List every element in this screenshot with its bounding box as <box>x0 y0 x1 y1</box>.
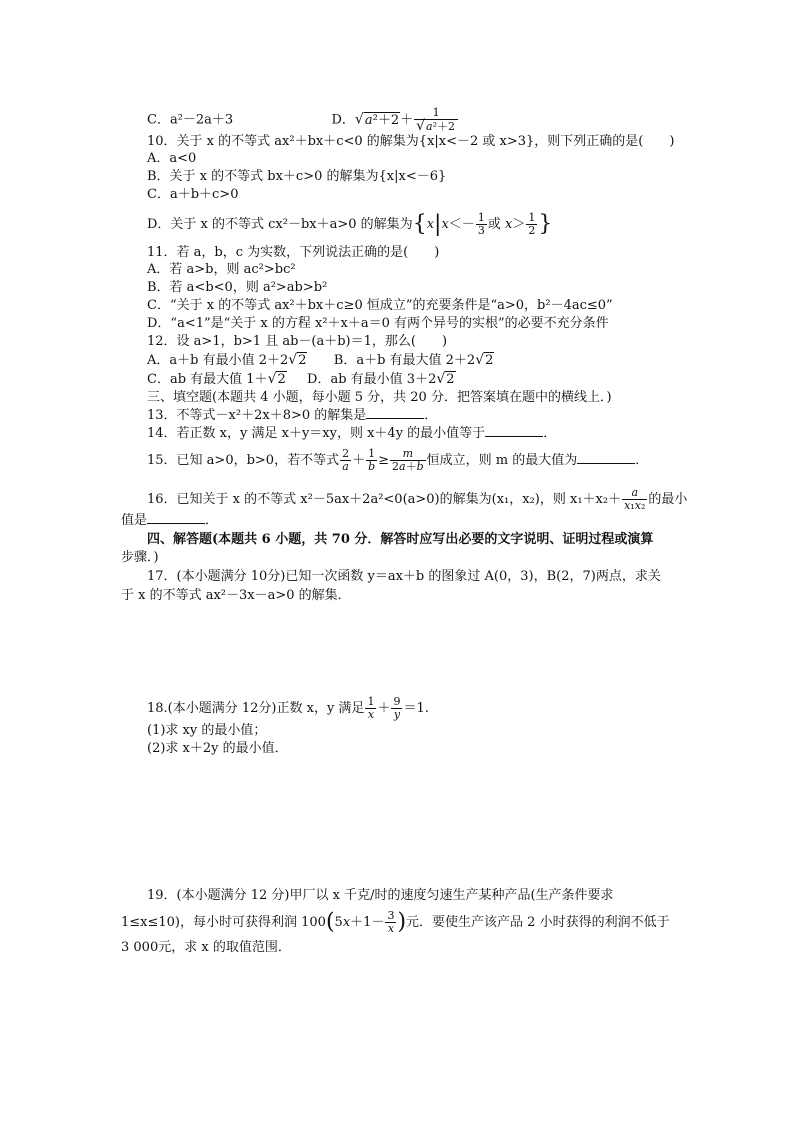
question-19: 19．(本小题满分 12 分)甲厂以 x 千克/时的速度匀速生产某种产品(生产条件要求 <box>147 888 614 903</box>
option-12cd: C．ab 有最大值 1＋√2 D．ab 有最小值 3＋2√2 <box>147 371 455 387</box>
question-19-cont: 1≤x≤10)，每小时可获得利润 100(5x＋1－ $\frac{3}{x}$ )元．要使生产该产品 2 小时获得的利润不低于 <box>121 909 670 935</box>
option-10b: B．关于 x 的不等式 bx＋c>0 的解集为{x|x<－6} <box>147 169 447 184</box>
text: D．ab 有最小值 3＋2 <box>307 372 437 387</box>
option-11a: A．若 a>b，则 ac²>bc² <box>147 262 296 277</box>
question-19-cont2: 3 000元，求 x 的取值范围． <box>121 940 291 955</box>
question-11: 11．若 a，b，c 为实数，下列说法正确的是( ) <box>147 245 440 260</box>
question-16: 16．已知关于 x 的不等式 x²－5ax＋2a²<0(a>0)的解集为(x₁，x₂)，则 x₁＋x₂＋ $\frac{a}{\text{x₁x₂}}$ 的最小 <box>147 486 688 512</box>
text: B．a＋b 有最大值 2＋2 <box>333 353 476 368</box>
question-13: 13．不等式－x²＋2x＋8>0 的解集是 ． <box>147 408 438 423</box>
text: 恒成立，则 m 的最大值为 <box>426 453 578 468</box>
option-10a: A．a<0 <box>147 151 197 166</box>
question-18-part2: (2)求 x＋2y 的最小值． <box>147 741 288 756</box>
option-11d: D．“a<1”是“关于 x 的方程 x²＋x＋a＝0 有两个异号的实根”的必要不充分条件 <box>147 316 609 331</box>
text: 14．若正数 x，y 满足 x＋y＝xy，则 x＋4y 的最小值等于 <box>147 426 486 441</box>
option-10c-prev: C．a²－2a＋3 D．√a²＋2＋ $\frac{1}{\text{√a²＋2}}$ <box>147 107 459 133</box>
text: C．a²－2a＋3 <box>147 112 234 128</box>
text: C．ab 有最大值 1＋ <box>147 372 268 387</box>
question-18-part1: (1)求 xy 的最小值； <box>147 723 267 738</box>
option-11c: C．“关于 x 的不等式 ax²＋bx＋c≥0 恒成立”的充要条件是“a>0，b²－4ac≤0” <box>147 298 613 313</box>
text: ＝1. <box>403 701 429 716</box>
option-10d: D．关于 x 的不等式 cx²－bx＋a>0 的解集为{x|x＜－ $\frac{1}{3}$ 或 x＞ $\frac{1}{2}$ } <box>147 211 553 237</box>
text: 值是 <box>121 513 148 528</box>
question-15: 15．已知 a>0，b>0，若不等式 $\frac{2}{a}$ ＋ $\frac{1}{b}$ ≥ $\frac{m}{2a+b}$ 恒成立，则 m 的最大值为 ． <box>147 447 649 473</box>
text: A．a＋b 有最小值 2＋2 <box>147 353 289 368</box>
question-10: 10．关于 x 的不等式 ax²＋bx＋c<0 的解集为{x|x<－2 或 x>3}，则下列正确的是( ) <box>147 134 675 149</box>
answer-blank <box>485 426 543 437</box>
option-12ab: A．a＋b 有最小值 2＋2√2 B．a＋b 有最大值 2＋2√2 <box>147 352 494 368</box>
option-11b: B．若 a<b<0，则 a²>ab>b² <box>147 280 328 295</box>
section-3-heading: 三、填空题(本题共 4 小题，每小题 5 分，共 20 分．把答案填在题中的横线上．) <box>147 390 612 405</box>
option-10c: C．a＋b＋c>0 <box>147 187 239 202</box>
section-4-heading-cont: 步骤．) <box>121 550 159 565</box>
question-18: 18.(本小题满分 12分)正数 x，y 满足 $\frac{1}{x}$ ＋ $\frac{9}{y}$ ＝1. <box>147 695 429 721</box>
answer-blank <box>147 513 205 524</box>
text: D．关于 x 的不等式 cx²－bx＋a>0 的解集为 <box>147 217 413 232</box>
text: 15．已知 a>0，b>0，若不等式 <box>147 453 340 468</box>
answer-blank <box>366 408 424 419</box>
text: 1≤x≤10)，每小时可获得利润 100 <box>121 915 326 930</box>
text: 16．已知关于 x 的不等式 x²－5ax＋2a²<0(a>0)的解集为(x₁，x₂)，则 x₁＋x₂＋ <box>147 492 622 507</box>
question-16-cont: 值是 ． <box>121 513 219 528</box>
question-17-cont: 于 x 的不等式 ax²－3x－a>0 的解集． <box>121 588 351 603</box>
question-12: 12．设 a>1，b>1 且 ab－(a＋b)＝1，那么( ) <box>147 334 448 349</box>
question-17: 17．(本小题满分 10分)已知一次函数 y＝ax＋b 的图象过 A(0，3)，B(2，7)两点，求关 <box>147 569 661 584</box>
section-4-heading: 四、解答题(本题共 6 小题，共 70 分．解答时应写出必要的文字说明、证明过程或演算 <box>147 532 654 547</box>
question-14: 14．若正数 x，y 满足 x＋y＝xy，则 x＋4y 的最小值等于 ． <box>147 426 557 441</box>
text: 的最小 <box>648 492 688 507</box>
text: 13．不等式－x²＋2x＋8>0 的解集是 <box>147 408 367 423</box>
text: 18.(本小题满分 12分)正数 x，y 满足 <box>147 701 365 716</box>
answer-blank <box>577 453 635 464</box>
text: 元．要使生产该产品 2 小时获得的利润不低于 <box>406 915 670 930</box>
text: D． <box>331 112 355 128</box>
